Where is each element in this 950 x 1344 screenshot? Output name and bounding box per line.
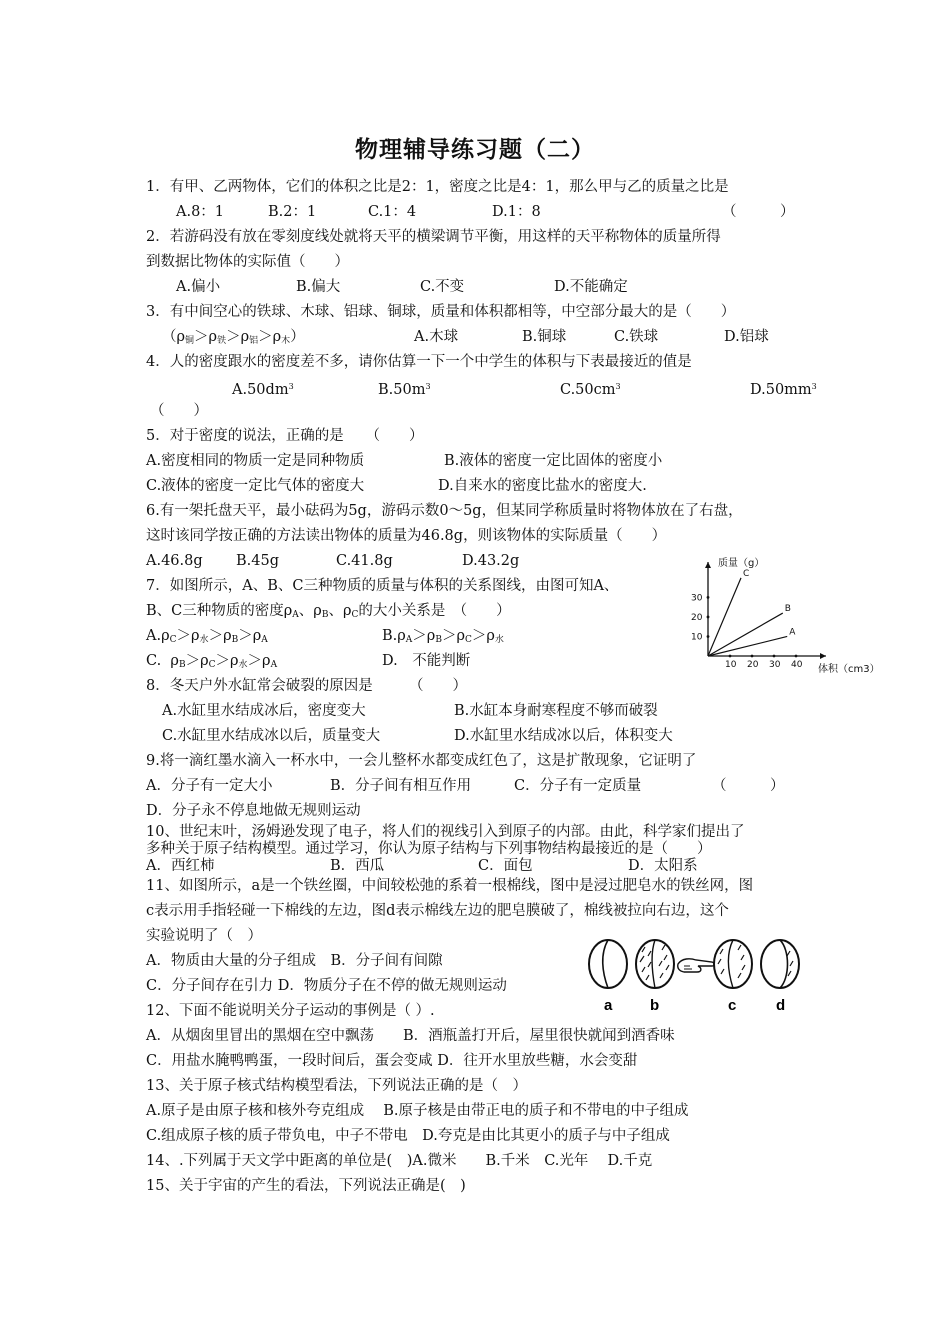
figure-label-c: c (728, 997, 737, 1014)
q13-options-ab: A.原子是由原子核和核外夸克组成 B.原子核是由带正电的质子和不带电的中子组成 (146, 1103, 689, 1119)
ring-d (761, 940, 799, 988)
chart-y-axis-label: 质量（g） (718, 558, 765, 569)
series-label-b: B (784, 604, 791, 615)
q3-density-order: $(\rho_铜>\rho_铁>\rho_铝>\rho_木)$ (162, 329, 305, 346)
q5-option-b: B.液体的密度一定比固体的密度小 (444, 453, 663, 469)
q4-option-c: $C.50cm^3$ (560, 382, 621, 398)
q7-option-a: $A.\rho_C>\rho_水>\rho_B>\rho_A$ (146, 628, 268, 645)
series-line-a (708, 636, 787, 656)
q4-stem: 4．人的密度跟水的密度差不多，请你估算一下一个中学生的体积与下表最接近的值是 (146, 354, 692, 370)
q11-stem-line1: 11、如图所示，a是一个铁丝圈，中间较松弛的系着一根棉线，图中是浸过肥皂水的铁丝网，图 (146, 878, 754, 894)
q6-option-a: A.46.8g (146, 553, 203, 569)
hand-icon (678, 959, 715, 972)
q4-option-a: $A.50dm^3$ (232, 382, 294, 398)
q2-option-c: C.不变 (420, 279, 465, 295)
q8-option-b: B.水缸本身耐寒程度不够而破裂 (454, 703, 658, 719)
q12-options-cd: C．用盐水腌鸭鸭蛋，一段时间后，蛋会变咸 D．往开水里放些糖，水会变甜 (146, 1053, 638, 1069)
x-tick-mark (795, 655, 798, 658)
figure-label-d: d (776, 997, 786, 1014)
x-axis-arrow (820, 653, 826, 659)
q15-stem: 15、关于宇宙的产生的看法，下列说法正确是( ) (146, 1178, 466, 1194)
q7-option-c: C. $\rho_B>\rho_C>\rho_水>\rho_A$ (146, 653, 278, 670)
mass-volume-chart (684, 556, 910, 686)
q11-stem-line2: c表示用手指轻碰一下棉线的左边，图d表示棉线左边的肥皂膜破了，棉线被拉向右边，这个 (146, 903, 729, 919)
y-tick-label: 20 (691, 612, 703, 623)
q2-stem-line2: 到数据比物体的实际值（ ） (146, 254, 349, 270)
q10-stem-line2: 多种关于原子结构模型。通过学习，你认为原子结构与下列事物结构最接近的是（ ） (146, 841, 712, 857)
q1-answer-paren: （ ） (722, 204, 795, 220)
q2-stem-line1: 2．若游码没有放在零刻度线处就将天平的横梁调节平衡，用这样的天平称物体的质量所得 (146, 229, 721, 245)
series-label-a: A (789, 627, 796, 638)
q10-option-b: B．西瓜 (330, 858, 385, 874)
q8-option-d: D.水缸里水结成冰以后，体积变大 (454, 728, 673, 744)
y-tick-mark (707, 616, 710, 619)
q3-option-c: C.铁球 (614, 329, 659, 345)
q9-stem: 9.将一滴红墨水滴入一杯水中，一会儿整杯水都变成红色了，这是扩散现象，它证明了 (146, 753, 697, 769)
x-tick-mark (729, 655, 732, 658)
q6-stem-line1: 6.有一架托盘天平，最小砝码为5g，游码示数0～5g，但某同学称质量时将物体放在了右盘， (146, 503, 743, 519)
q4-option-d: $D.50mm^3$ (750, 382, 817, 398)
q10-option-d: D．太阳系 (628, 858, 698, 874)
ring-c (714, 940, 752, 988)
chart-series (708, 569, 796, 656)
q9-option-a: A．分子有一定大小 (146, 778, 273, 794)
q6-option-d: D.43.2g (462, 553, 520, 569)
q11-options-cd: C．分子间存在引力 D．物质分子在不停的做无规则运动 (146, 978, 507, 994)
q2-option-b: B.偏大 (296, 279, 341, 295)
x-tick-label: 20 (747, 660, 759, 670)
q10-stem-line1: 10、世纪末叶，汤姆逊发现了电子，将人们的视线引入到原子的内部。由此，科学家们提出了 (146, 824, 745, 840)
x-tick-label: 10 (725, 660, 737, 670)
x-tick-mark (773, 655, 776, 658)
y-tick-mark (707, 596, 710, 599)
q6-option-c: C.41.8g (336, 553, 393, 569)
q2-option-d: D.不能确定 (554, 279, 628, 295)
q5-stem: 5．对于密度的说法，正确的是 （ ） (146, 428, 424, 444)
q1-option-b: B.2：1 (268, 204, 317, 220)
series-line-c (708, 578, 741, 656)
q11-stem-line3: 实验说明了（ ） (146, 928, 262, 944)
q9-option-b: B．分子间有相互作用 (330, 778, 472, 794)
q9-answer-paren: （ ） (712, 778, 785, 794)
q14-stem: 14、.下列属于天文学中距离的单位是( )A.微米 B.千米 C.光年 D.千克 (146, 1153, 653, 1169)
q3-option-b: B.铜球 (522, 329, 567, 345)
q7-option-d: D. 不能判断 (382, 653, 471, 669)
q13-stem: 13、关于原子核式结构模型看法，下列说法正确的是（ ） (146, 1078, 527, 1094)
q10-option-a: A．西红柿 (146, 858, 215, 874)
x-tick-mark (751, 655, 754, 658)
q2-option-a: A.偏小 (176, 279, 221, 295)
series-label-c: C (743, 568, 750, 579)
figure-label-b: b (650, 997, 660, 1014)
q1-stem: 1．有甲、乙两物体，它们的体积之比是2：1，密度之比是4：1，那么甲与乙的质量之比是 (146, 179, 729, 195)
q10-option-c: C．面包 (478, 858, 533, 874)
figure-label-a: a (604, 997, 613, 1014)
q6-stem-line2: 这时该同学按正确的方法读出物体的质量为46.8g，则该物体的实际质量（ ） (146, 528, 667, 544)
q5-option-a: A.密度相同的物质一定是同种物质 (146, 453, 365, 469)
q6-option-b: B.45g (236, 553, 279, 569)
q9-option-d: D．分子永不停息地做无规则运动 (146, 803, 361, 819)
q7-stem-line2: B、C三种物质的密度$\rho_A$、$\rho_B$、$\rho_C$的大小关系是 （ ） (146, 603, 511, 620)
q8-stem: 8．冬天户外水缸常会破裂的原因是 （ ） (146, 678, 467, 694)
series-line-b (708, 613, 783, 656)
q9-option-c: C．分子有一定质量 (514, 778, 642, 794)
q8-option-c: C.水缸里水结成冰以后，质量变大 (162, 728, 381, 744)
q5-option-c: C.液体的密度一定比气体的密度大 (146, 478, 365, 494)
ring-a (589, 940, 627, 988)
y-tick-mark (707, 635, 710, 638)
q13-options-cd: C.组成原子核的质子带负电，中子不带电 D.夸克是由比其更小的质子与中子组成 (146, 1128, 670, 1144)
q8-option-a: A.水缸里水结成冰后，密度变大 (162, 703, 366, 719)
ring-b (636, 940, 674, 988)
q12-options-ab: A．从烟囱里冒出的黑烟在空中飘荡 B．酒瓶盖打开后，屋里很快就闻到酒香味 (146, 1028, 675, 1044)
q3-option-d: D.铝球 (724, 329, 769, 345)
q1-option-d: D.1：8 (492, 204, 541, 220)
x-tick-label: 40 (791, 660, 803, 670)
q3-stem: 3．有中间空心的铁球、木球、铝球、铜球，质量和体积都相等，中空部分最大的是（ ） (146, 304, 736, 320)
x-tick-label: 30 (769, 660, 781, 670)
q3-option-a: A.木球 (414, 329, 459, 345)
soap-film-figure (578, 936, 804, 1016)
page-title: 物理辅导练习题（二） (355, 136, 595, 163)
y-tick-label: 30 (691, 593, 703, 604)
y-tick-label: 10 (691, 632, 703, 643)
q1-option-c: C.1：4 (368, 204, 417, 220)
q1-option-a: A.8：1 (176, 204, 225, 220)
q7-option-b: $B.\rho_A>\rho_B>\rho_C>\rho_水$ (382, 628, 504, 645)
chart-x-axis-label: 体积（cm3） (818, 664, 880, 675)
chart-axes (705, 562, 826, 659)
y-axis-arrow (705, 562, 711, 568)
q5-option-d: D.自来水的密度比盐水的密度大. (438, 478, 647, 494)
q4-option-b: $B.50m^3$ (378, 382, 431, 398)
q12-stem: 12、下面不能说明关分子运动的事例是（ ）. (146, 1003, 435, 1019)
q11-options-ab: A．物质由大量的分子组成 B．分子间有间隙 (146, 953, 443, 969)
q4-answer-paren: （ ） (150, 403, 208, 419)
q7-stem-line1: 7．如图所示，A、B、C三种物质的质量与体积的关系图线，由图可知A、 (146, 578, 619, 594)
